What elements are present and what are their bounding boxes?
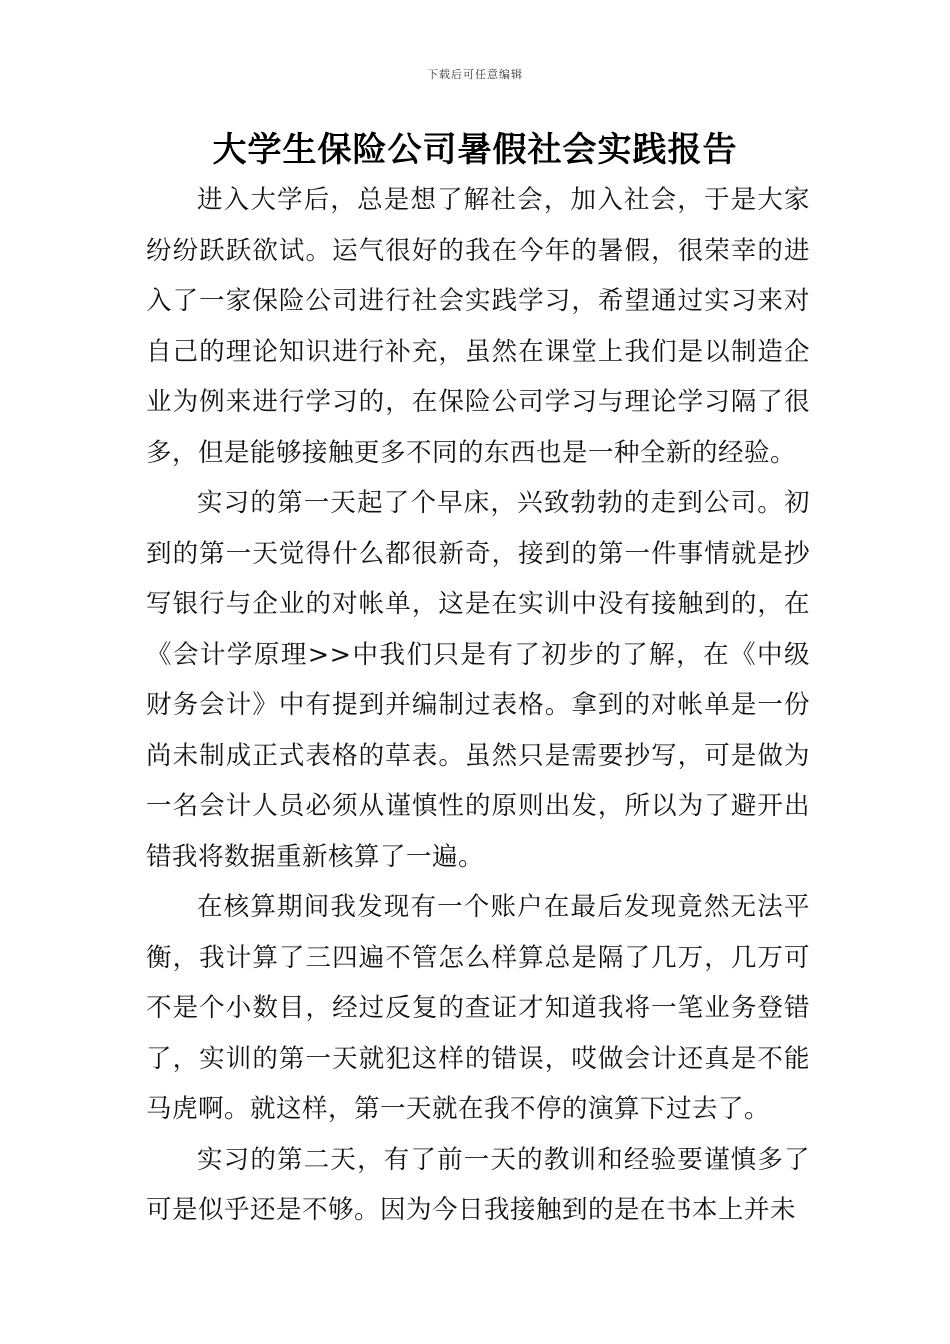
paragraph-4: 实习的第二天，有了前一天的教训和经验要谨慎多了可是似乎还是不够。因为今日我接触到的是在书本上并未: [146, 1144, 810, 1225]
paragraph-2: 实习的第一天起了个早床，兴致勃勃的走到公司。初到的第一天觉得什么都很新奇，接到的第一件事情就是抄写银行与企业的对帐单，这是在实训中没有接触到的，在《会计学原理>>中我们只是有了初步的了解，在《中级财务会计》中有提到并编制过表格。拿到的对帐单是一份尚未制成正式表格的草表。虽然只是需要抄写，可是做为一名会计人员必须从谨慎性的原则出发，所以为了避开出错我将数据重新核算了一遍。: [146, 488, 810, 872]
paragraph-1: 进入大学后，总是想了解社会，加入社会，于是大家纷纷跃跃欲试。运气很好的我在今年的暑假，很荣幸的进入了一家保险公司进行社会实践学习，希望通过实习来对自己的理论知识进行补充，虽然在课堂上我们是以制造企业为例来进行学习的，在保险公司学习与理论学习隔了很多，但是能够接触更多不同的东西也是一种全新的经验。: [146, 185, 810, 468]
header-note: 下载后可任意编辑: [427, 68, 523, 81]
document-body: [146, 175, 810, 1236]
paragraph-3: 在核算期间我发现有一个账户在最后发现竟然无法平衡，我计算了三四遍不管怎么样算总是隔了几万，几万可不是个小数目，经过反复的查证才知道我将一笔业务登错了，实训的第一天就犯这样的错误，哎做会计还真是不能马虎啊。就这样，第一天就在我不停的演算下过去了。: [146, 892, 810, 1124]
document-title: 大学生保险公司暑假社会实践报告: [212, 130, 738, 170]
